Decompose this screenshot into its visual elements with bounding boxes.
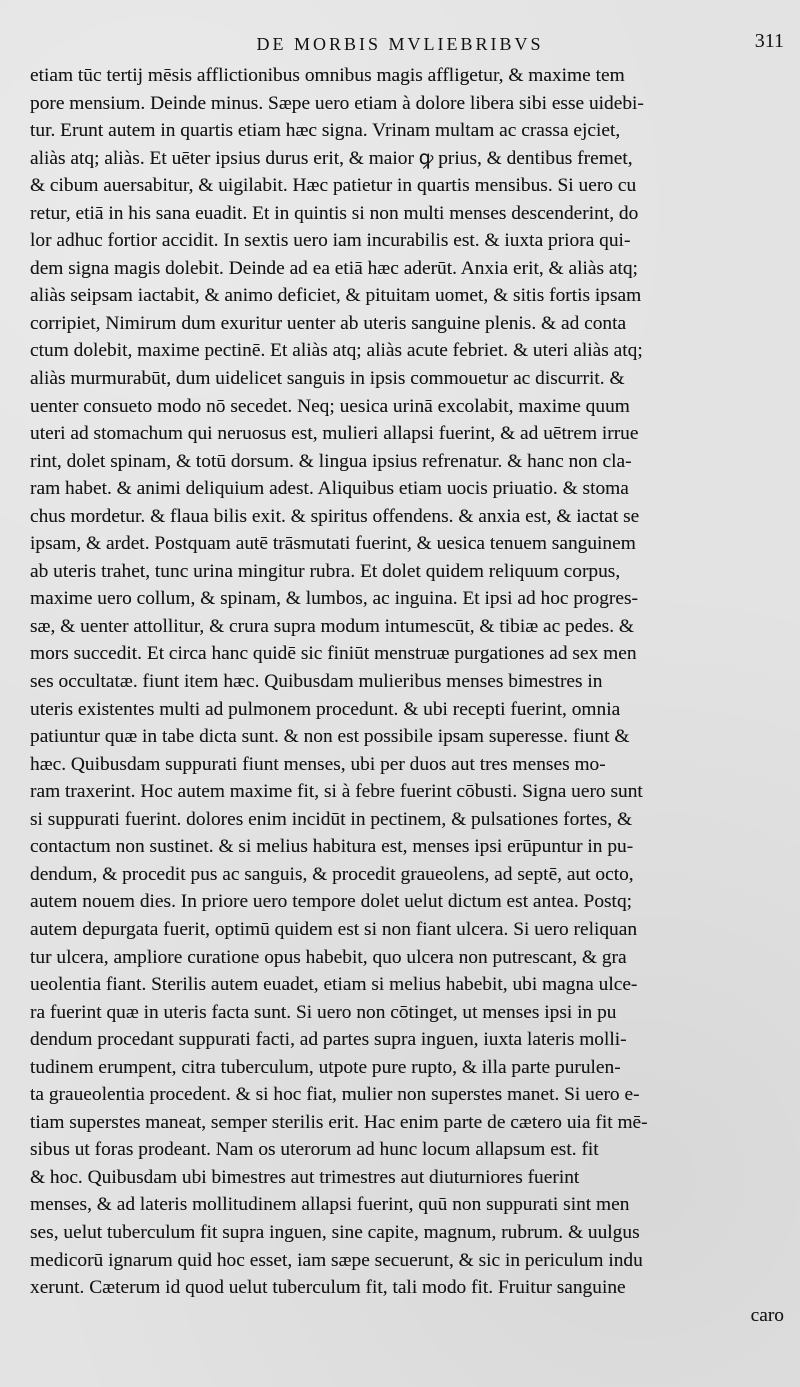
text-line: dendum, & procedit pus ac sanguis, & procedit graueolens, ad septē, aut octo, — [30, 863, 634, 885]
text-line: ram traxerint. Hoc autem maxime fit, si à febre fuerint cōbusti. Signa uero sunt — [30, 781, 643, 803]
text-line: aliàs murmurabūt, dum uidelicet sanguis in ipsis commouetur ac discurrit. & — [30, 368, 625, 390]
text-line: corripiet, Nimirum dum exuritur uenter ab uteris sanguine plenis. & ad conta — [30, 312, 627, 334]
body-text — [30, 62, 792, 1329]
text-line: rint, dolet spinam, & totū dorsum. & lingua ipsius refrenatur. & hanc non cla- — [30, 450, 632, 472]
catchword: caro — [750, 1304, 784, 1326]
text-line: patiuntur quæ in tabe dicta sunt. & non est possibile ipsam superesse. fiunt & — [30, 726, 630, 748]
text-line: uenter consueto modo nō secedet. Neq; uesica urinā excolabit, maxime quum — [30, 395, 630, 417]
text-line: autem depurgata fuerit, optimū quidem est si non fiant ulcera. Si uero reliquan — [30, 918, 638, 940]
text-line: ses occultatæ. fiunt item hæc. Quibusdam mulieribus menses bimestres in — [30, 671, 603, 693]
text-line: sibus ut foras prodeant. Nam os uterorum ad hunc locum allapsum est. fit — [30, 1139, 599, 1161]
text-line: ta graueolentia procedent. & si hoc fiat, mulier non superstes manet. Si uero e- — [30, 1084, 640, 1106]
text-line: ipsam, & ardet. Postquam autē trāsmutati fuerint, & uesica tenuem sanguinem — [30, 533, 636, 555]
page-header — [0, 30, 800, 64]
running-head: DE MORBIS MVLIEBRIBVS — [256, 34, 544, 54]
text-line: dem signa magis dolebit. Deinde ad ea etiā hæc aderūt. Anxia erit, & aliàs atq; — [30, 257, 638, 279]
text-line: lor adhuc fortior accidit. In sextis uero iam incurabilis est. & iuxta priora qui- — [30, 230, 631, 252]
text-line: aliàs atq; aliàs. Et uēter ipsius durus erit, & maior ꝙ prius, & dentibus fremet, — [30, 147, 633, 169]
text-line: mors succedit. Et circa hanc quidē sic finiūt menstruæ purgationes ad sex men — [30, 643, 637, 665]
text-line: menses, & ad lateris mollitudinem allapsi fuerint, quū non suppurati sint men — [30, 1194, 630, 1216]
text-line: & hoc. Quibusdam ubi bimestres aut trimestres aut diuturniores fuerint — [30, 1166, 580, 1188]
text-line: sæ, & uenter attollitur, & crura supra modum intumescūt, & tibiæ ac pedes. & — [30, 615, 634, 637]
text-line: chus mordetur. & flaua bilis exit. & spiritus offendens. & anxia est, & iactat se — [30, 505, 640, 527]
text-line: ueolentia fiant. Sterilis autem euadet, etiam si melius habebit, ubi magna ulce- — [30, 974, 638, 996]
text-line: ab uteris trahet, tunc urina mingitur rubra. Et dolet quidem reliquum corpus, — [30, 560, 621, 582]
text-line: xerunt. Cæterum id quod uelut tuberculum fit, tali modo fit. Fruitur sanguine — [30, 1277, 626, 1299]
text-line: tiam superstes maneat, semper sterilis erit. Hac enim parte de cætero uia fit mē- — [30, 1111, 648, 1133]
text-line: tur. Erunt autem in quartis etiam hæc signa. Vrinam multam ac crassa ejciet, — [30, 120, 621, 142]
text-line: ctum dolebit, maxime pectinē. Et aliàs atq; aliàs acute febriet. & uteri aliàs atq; — [30, 340, 643, 362]
text-line: hæc. Quibusdam suppurati fiunt menses, ubi per duos aut tres menses mo- — [30, 753, 606, 775]
text-line: dendum procedant suppurati facti, ad partes supra inguen, iuxta lateris molli- — [30, 1029, 627, 1051]
text-line: tur ulcera, ampliore curatione opus habebit, quo ulcera non putrescant, & gra — [30, 946, 627, 968]
text-line: uteris existentes multi ad pulmonem procedunt. & ubi recepti fuerint, omnia — [30, 698, 621, 720]
text-line: tudinem erumpent, citra tuberculum, utpote pure rupto, & illa parte purulen- — [30, 1056, 621, 1078]
text-line: contactum non sustinet. & si melius habitura est, menses ipsi erūpuntur in pu- — [30, 836, 634, 858]
text-line: autem nouem dies. In priore uero tempore dolet uelut dictum est antea. Postq; — [30, 891, 633, 913]
text-line: uteri ad stomachum qui neruosus est, mulieri allapsi fuerint, & ad uētrem irrue — [30, 423, 639, 445]
text-line: si suppurati fuerint. dolores enim incidūt in pectinem, & pulsationes fortes, & — [30, 808, 633, 830]
text-line: & cibum auersabitur, & uigilabit. Hæc patietur in quartis mensibus. Si uero cu — [30, 175, 637, 197]
text-line: medicorū ignarum quid hoc esset, iam sæpe secuerunt, & sic in periculum indu — [30, 1249, 643, 1271]
text-line: ram habet. & animi deliquium adest. Aliquibus etiam uocis priuatio. & stoma — [30, 478, 629, 500]
text-line: retur, etiā in his sana euadit. Et in quintis si non multi menses descenderint, do — [30, 202, 639, 224]
text-line: ses, uelut tuberculum fit supra inguen, sine capite, magnum, rubrum. & uulgus — [30, 1221, 640, 1243]
text-line: aliàs seipsam iactabit, & animo deficiet, & pituitam uomet, & sitis fortis ipsam — [30, 285, 642, 307]
page-number: 311 — [754, 30, 784, 52]
text-line: etiam tūc tertij mēsis afflictionibus omnibus magis affligetur, & maxime tem — [30, 65, 625, 86]
text-line: maxime uero collum, & spinam, & lumbos, ac inguina. Et ipsi ad hoc progres- — [30, 588, 638, 610]
text-line: pore mensium. Deinde minus. Sæpe uero etiam à dolore libera sibi esse uidebi- — [30, 92, 644, 114]
text-line: ra fuerint quæ in uteris facta sunt. Si uero non cōtinget, ut menses ipsi in pu — [30, 1001, 617, 1023]
